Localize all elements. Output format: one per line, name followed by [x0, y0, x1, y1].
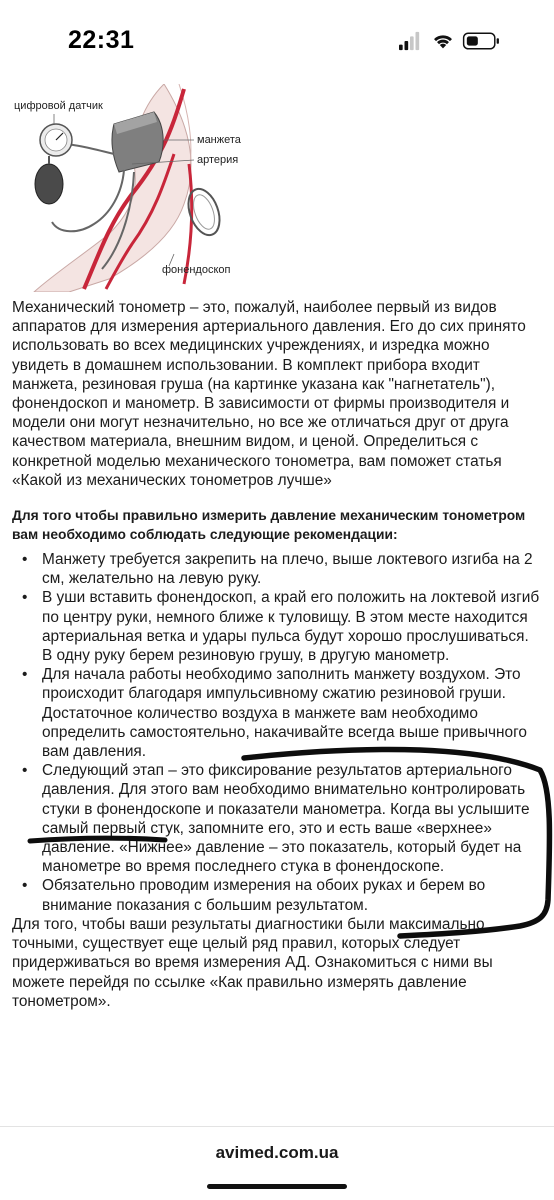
- bullet: •: [22, 589, 28, 607]
- list-item-text: Следующий этап – это фиксирование результатов артериального давления. Для этого вам необходимо внимательно контролировать стуки в фонендоскопе и показатели манометра. Когда вы услышите самый первый стук, запомните его, это и есть ваше «верхнее» давление. «Нижнее» давление – это показатель, который будет на манометре во время последнего стука в фонендоскопе.: [42, 762, 530, 876]
- url-label[interactable]: avimed.com.ua: [215, 1143, 339, 1162]
- list-item: [12, 876, 542, 914]
- battery-icon: [464, 33, 499, 49]
- list-item: [12, 761, 542, 876]
- bullet: •: [22, 762, 28, 780]
- article-closing: Для того, чтобы ваши результаты диагностики были максимально точными, существует еще целый ряд правил, которых следует придерживаться во время измерения АД. Ознакомиться с ними вы можете перейдя по ссылке «Как правильно измерять давление тонометром».: [12, 915, 493, 1010]
- label-digital-sensor: цифровой датчик: [14, 100, 103, 112]
- bullet: •: [22, 877, 28, 895]
- cellular-signal-icon: [399, 32, 419, 50]
- wifi-icon: [434, 35, 452, 48]
- status-bar: [0, 0, 554, 80]
- list-item: [12, 588, 542, 665]
- home-indicator[interactable]: [207, 1184, 347, 1189]
- label-phonendoscope: фонендоскоп: [162, 264, 231, 276]
- list-item-text: Для начала работы необходимо заполнить манжету воздухом. Это происходит благодаря импульсивному сжатию резиновой груши. Достаточное количество воздуха в манжете вам необходимо определить самостоятельно, накачивайте всегда выше привычного вам давления.: [42, 666, 527, 761]
- list-item-text: В уши вставить фонендоскоп, а край его положить на локтевой изгиб по центру руки, немного ближе к туловищу. В этом месте находится артериальная ветка и удары пульса будут хорошо прослушиваться. В одну руку берем резиновую грушу, в другую манометр.: [42, 589, 540, 665]
- recommendations-list: [12, 550, 542, 915]
- status-icons: [394, 30, 514, 52]
- list-item: [12, 550, 542, 588]
- list-item-text: Манжету требуется закрепить на плечо, выше локтевого изгиба на 2 см, желательно на левую руку.: [42, 551, 533, 588]
- tonometer-illustration: [14, 84, 314, 292]
- article-body: [12, 298, 542, 1011]
- label-cuff: манжета: [197, 134, 241, 146]
- label-artery: артерия: [197, 154, 239, 166]
- bullet: •: [22, 666, 28, 684]
- bottom-divider: [0, 1126, 554, 1127]
- recommendations-heading: Для того чтобы правильно измерить давление механическим тонометром вам необходимо соблюдать следующие рекомендации:: [12, 508, 526, 543]
- list-item-text: Обязательно проводим измерения на обоих руках и берем во внимание показания с большим результатом.: [42, 877, 486, 914]
- article-intro: Механический тонометр – это, пожалуй, наиболее первый из видов аппаратов для измерения артериального давления. Его до сих принято использовать во всех медицинских учреждениях, и изредка можно увидеть в домашнем использовании. В комплект прибора входит манжета, резиновая груша (на картинке указана как "нагнетатель"), фонендоскоп и манометр. В зависимости от фирмы производителя и модели они могут незначительно, но все же отличаться друг от друга качеством материала, внешним видом, и ценой. Определиться с конкретной моделью механического тонометра, вам поможет статья «Какой из механических тонометров лучше»: [12, 299, 526, 489]
- status-time: 22:31: [68, 26, 135, 54]
- arm-diagram: [14, 84, 314, 292]
- list-item: [12, 665, 542, 761]
- bullet: •: [22, 551, 28, 569]
